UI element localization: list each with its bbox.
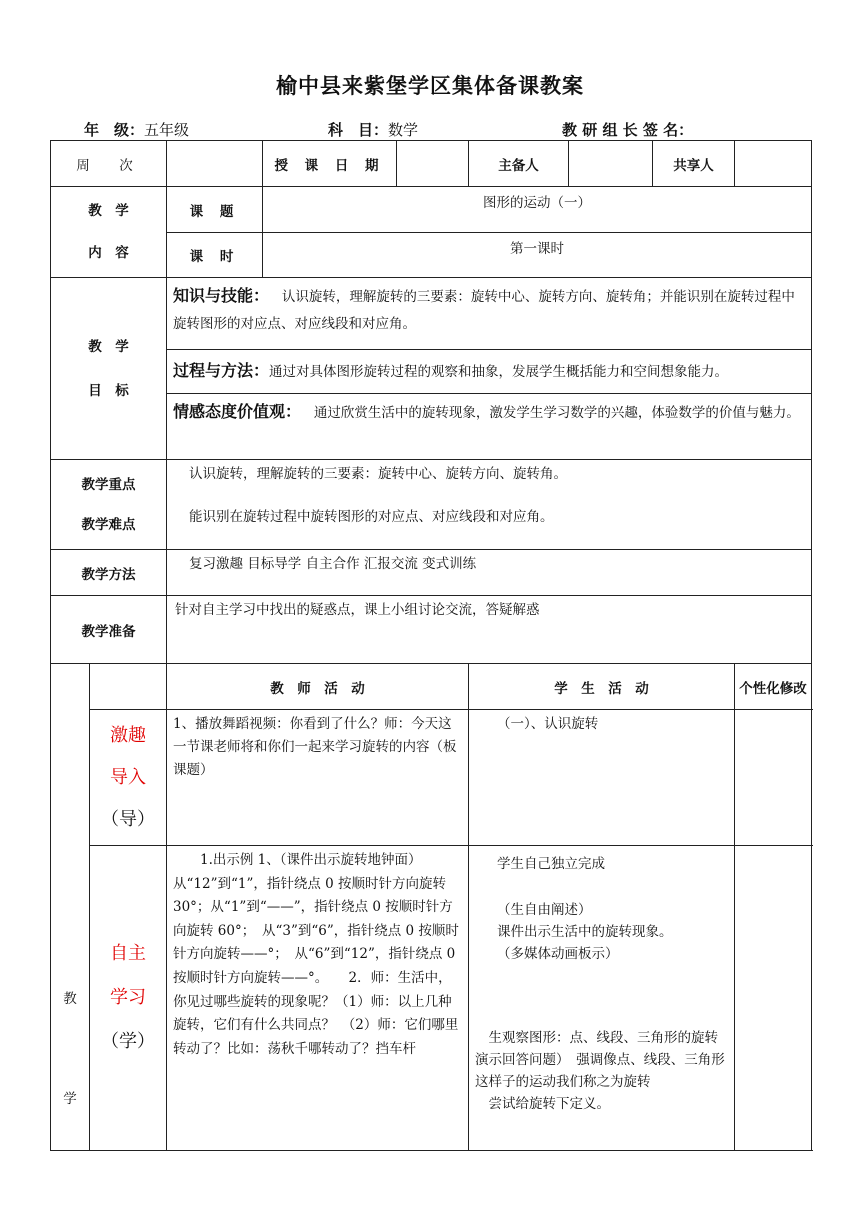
- subject-field: 科 目：数学: [328, 121, 419, 139]
- goal-emotion-text: 通过欣赏生活中的旋转现象，激发学生学习数学的兴趣，体验数学的价值与魅力。: [313, 405, 800, 421]
- method-label: 教学方法: [51, 550, 167, 596]
- date-value: [397, 141, 469, 187]
- grade-field: 年 级：五年级: [84, 121, 190, 139]
- difficult-text: 能识别在旋转过程中旋转图形的对应点、对应线段和对应角。: [189, 509, 554, 525]
- period-label: 课 时: [167, 233, 263, 278]
- stage2-student-f: 尝试给旋转下定义。: [475, 1096, 610, 1112]
- content-label: 教 学 内 容: [51, 187, 167, 278]
- goals-label: 教 学 目 标: [51, 278, 167, 460]
- stage1-name: 激趣 导入 （导）: [90, 710, 167, 846]
- goal-emotion-heading: 情感态度价值观：: [173, 402, 302, 421]
- personal-edit-header: 个性化修改: [735, 664, 812, 710]
- stage1-personal-edit: [735, 710, 812, 846]
- stage2-student-e: 生观察图形：点、线段、三角形的旋转演示回答问题） 强调像点、线段、三角形这样子的运动我们称之为旋转: [475, 1030, 725, 1090]
- share-value: [735, 141, 812, 187]
- leader-signature-field: 教 研 组 长 签 名：: [562, 121, 694, 139]
- key-difficult-text: [167, 460, 812, 550]
- process-side-label: 教 学: [51, 664, 90, 1151]
- stage2-student-c: 课件出示生活中的旋转现象。: [497, 924, 673, 940]
- period-value: 第一课时: [263, 233, 812, 278]
- goal-emotion: [167, 394, 812, 460]
- goal-process: [167, 350, 812, 394]
- subject-value: 数学: [388, 121, 419, 139]
- stage2-student-a: 学生自己独立完成: [497, 856, 605, 872]
- week-value: [167, 141, 263, 187]
- stage2-teacher-activity: 1.出示例 1、（课件出示旋转地钟面） 从“12”到“1”，指针绕点 0 按顺时针方向旋转 30°；从“1”到“——”，指针绕点 0 按顺时针方向旋转 60°； 从“3”到“6”，指针绕点 0 按顺时针方向旋转——°； 从“6”到“12”，指针绕点 0 按顺时针方向旋转——°。 2．师：生活中，你见过哪些旋转的现象呢？（1）师：以上几种旋转，它们有什么共同点？ （2）师：它们哪里转动了？比如：荡秋千哪转动了？挡车杆: [167, 846, 469, 1151]
- stage2-student-d: （多媒体动画板示）: [497, 946, 619, 962]
- goal-knowledge-heading: 知识与技能：: [173, 286, 270, 305]
- lesson-plan-table: [50, 140, 812, 1151]
- stage2-student-activity: [469, 846, 735, 1151]
- stage2-student-b: （生自由阐述）: [497, 902, 592, 918]
- goal-knowledge-text: 认识旋转，理解旋转的三要素：旋转中心、旋转方向、旋转角；并能识别在旋转过程中旋转图形的对应点、对应线段和对应角。: [173, 289, 795, 332]
- grade-value: 五年级: [144, 121, 190, 139]
- host-value: [569, 141, 653, 187]
- prep-label: 教学准备: [51, 596, 167, 664]
- stage-header-blank: [90, 664, 167, 710]
- key-text: 认识旋转，理解旋转的三要素：旋转中心、旋转方向、旋转角。: [189, 466, 567, 482]
- student-activity-header: 学 生 活 动: [469, 664, 735, 710]
- week-label: 周 次: [51, 141, 167, 187]
- topic-label: 课 题: [167, 187, 263, 233]
- key-difficult-label: 教学重点 教学难点: [51, 460, 167, 550]
- method-text: 复习激趣 目标导学 自主合作 汇报交流 变式训练: [167, 550, 812, 596]
- goal-process-heading: 过程与方法：: [173, 361, 270, 380]
- stage1-student-activity: （一）、认识旋转: [469, 710, 735, 846]
- goal-knowledge: [167, 278, 812, 350]
- stage1-teacher-activity: 1、播放舞蹈视频：你看到了什么？师：今天这一节课老师将和你们一起来学习旋转的内容（板课题）: [167, 710, 469, 846]
- prep-text: 针对自主学习中找出的疑惑点，课上小组讨论交流，答疑解惑: [167, 596, 812, 664]
- topic-value: 图形的运动（一）: [263, 187, 812, 233]
- teacher-activity-header: 教 师 活 动: [167, 664, 469, 710]
- share-label: 共享人: [653, 141, 735, 187]
- page-title: 榆中县来紫堡学区集体备课教案: [276, 74, 584, 98]
- host-label: 主备人: [469, 141, 569, 187]
- date-label: 授 课 日 期: [263, 141, 397, 187]
- goal-process-text: 通过对具体图形旋转过程的观察和抽象，发展学生概括能力和空间想象能力。: [269, 364, 729, 380]
- stage2-name: 自主 学习 （学）: [90, 846, 167, 1151]
- stage2-personal-edit: [735, 846, 812, 1151]
